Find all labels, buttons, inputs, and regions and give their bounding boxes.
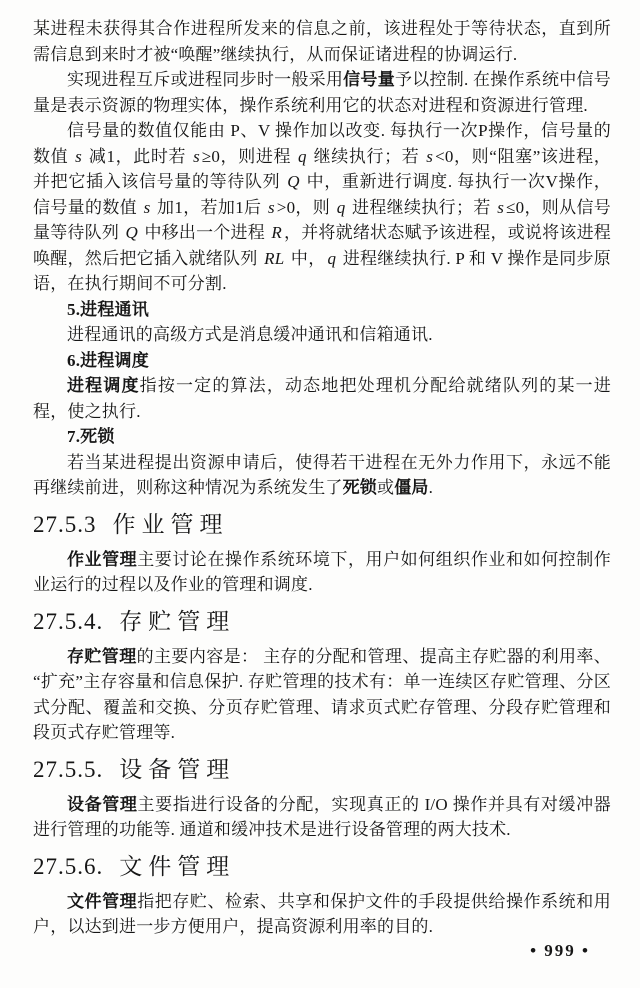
text-run: 予以控制. 在操作系统中信号量是表示资源的物理实体，操作系统利用它的状态对进程和资源进行管理.	[33, 70, 611, 115]
paragraph	[33, 373, 611, 424]
math-variable: s	[143, 197, 151, 217]
math-variable: s	[426, 146, 434, 166]
paragraph	[33, 450, 611, 501]
text-run: 的主要内容是： 主存的分配和管理、提高主存贮器的利用率、“扩充”主存容量和信息保护. 存贮管理的技术有：单一连续区存贮管理、分区式分配、覆盖和交换、分页存贮管理、请求页式贮存管理、分段存贮管理和段页式存贮管理等.	[33, 646, 611, 742]
section-heading	[33, 756, 611, 784]
text-run: 中，	[286, 248, 326, 268]
math-variable: s	[497, 197, 505, 217]
emphasized-term: 6.进程调度	[67, 350, 149, 370]
document-body	[33, 16, 611, 940]
section-heading	[33, 511, 611, 539]
text-run: 主要指进行设备的分配，实现真正的 I/O 操作并具有对缓冲器进行管理的功能等. 通道和缓冲技术是进行设备管理的两大技术.	[33, 794, 611, 839]
section-heading	[33, 608, 611, 636]
text-run: <0，则“阻塞”该进程，并把它插入该信号量的等待队列	[33, 146, 612, 191]
text-run: 进程继续执行. P 和 V 操作是同步原语，在执行期间不可分割.	[33, 248, 611, 293]
section-heading	[33, 853, 611, 881]
text-run: .	[428, 478, 434, 497]
math-variable: q	[297, 146, 307, 166]
emphasized-term: 死锁	[342, 478, 378, 497]
text-run: 某进程未获得其合作进程所发来的信息之前，该进程处于等待状态，直到所需信息到来时才被“唤醒”继续执行，从而保证诸进程的协调运行.	[33, 19, 611, 64]
text-run: 主要讨论在操作系统环境下，用户如何组织作业和如何控制作业运行的过程以及作业的管理和调度.	[33, 549, 611, 594]
math-variable: q	[336, 197, 346, 217]
text-run: >0，则	[276, 197, 335, 217]
text-run: 加1，若加1后	[152, 197, 266, 217]
text-run: 减1，此时若	[83, 146, 192, 166]
text-run: 指把存贮、检索、共享和保护文件的手段提供给操作系统和用户，以达到进一步方便用户，提高资源利用率的目的.	[33, 891, 611, 936]
math-variable: s	[75, 146, 82, 166]
paragraph	[33, 16, 611, 67]
numbered-subheading	[33, 424, 611, 450]
emphasized-term: 设备管理	[67, 794, 138, 814]
section-title: 作业管理	[112, 511, 229, 537]
section-number: 27.5.5.	[33, 756, 104, 782]
section-number: 27.5.6.	[33, 853, 104, 879]
emphasized-term: 信号量	[343, 70, 395, 89]
emphasized-term: 僵局	[394, 478, 429, 497]
text-run: 指按一定的算法，动态地把处理机分配给就绪队列的某一进程，使之执行.	[33, 376, 611, 421]
paragraph	[33, 792, 611, 843]
numbered-subheading	[33, 297, 611, 323]
text-run: 进程继续执行；若	[347, 197, 496, 217]
emphasized-term: 文件管理	[67, 891, 138, 911]
numbered-subheading	[33, 348, 611, 374]
section-number: 27.5.3	[33, 511, 97, 537]
paragraph	[33, 644, 611, 746]
emphasized-term: 进程调度	[67, 376, 140, 395]
emphasized-term: 作业管理	[67, 549, 138, 569]
paragraph	[33, 889, 611, 940]
text-run: 信号量的数值仅能由 P、V 操作加以改变. 每执行一次P操作，信号量的数值	[33, 121, 611, 166]
math-variable: q	[327, 248, 337, 268]
math-variable: RL	[264, 248, 285, 268]
text-run: ，并将就绪状态赋予该进程，或说将该进程唤醒，然后把它插入就绪队列	[33, 223, 611, 268]
emphasized-term: 5.进程通讯	[67, 299, 149, 319]
math-variable: s	[193, 146, 200, 166]
text-run: 若当某进程提出资源申请后，使得若干进程在无外力作用下，永远不能再继续前进，则称这种情况为系统发生了	[33, 452, 611, 497]
section-title: 设备管理	[119, 756, 236, 782]
text-run: 进程通讯的高级方式是消息缓冲通讯和信箱通讯.	[67, 325, 433, 344]
section-title: 文件管理	[119, 853, 236, 879]
text-run: 中移出一个进程	[140, 223, 270, 242]
math-variable: Q	[125, 223, 138, 242]
section-number: 27.5.4.	[33, 608, 104, 634]
text-run: 或	[377, 478, 395, 497]
paragraph	[33, 118, 611, 297]
emphasized-term: 7.死锁	[67, 427, 115, 446]
text-run: 继续执行；若	[308, 146, 425, 166]
emphasized-term: 存贮管理	[67, 646, 137, 666]
paragraph	[33, 547, 611, 598]
section-title: 存贮管理	[119, 608, 236, 634]
text-run: 中，重新进行调度. 每执行一次V操作，信号量的数值	[33, 172, 612, 217]
page-number: • 999 •	[530, 941, 590, 960]
paragraph	[33, 67, 611, 118]
math-variable: s	[267, 197, 275, 217]
math-variable: Q	[287, 172, 300, 191]
math-variable: R	[271, 223, 282, 242]
text-run: ≤0，则从信号量等待队列	[33, 197, 612, 242]
paragraph	[33, 322, 611, 348]
text-run: ≥0，则进程	[201, 146, 296, 166]
text-run: 实现进程互斥或进程同步时一般采用	[67, 70, 344, 89]
